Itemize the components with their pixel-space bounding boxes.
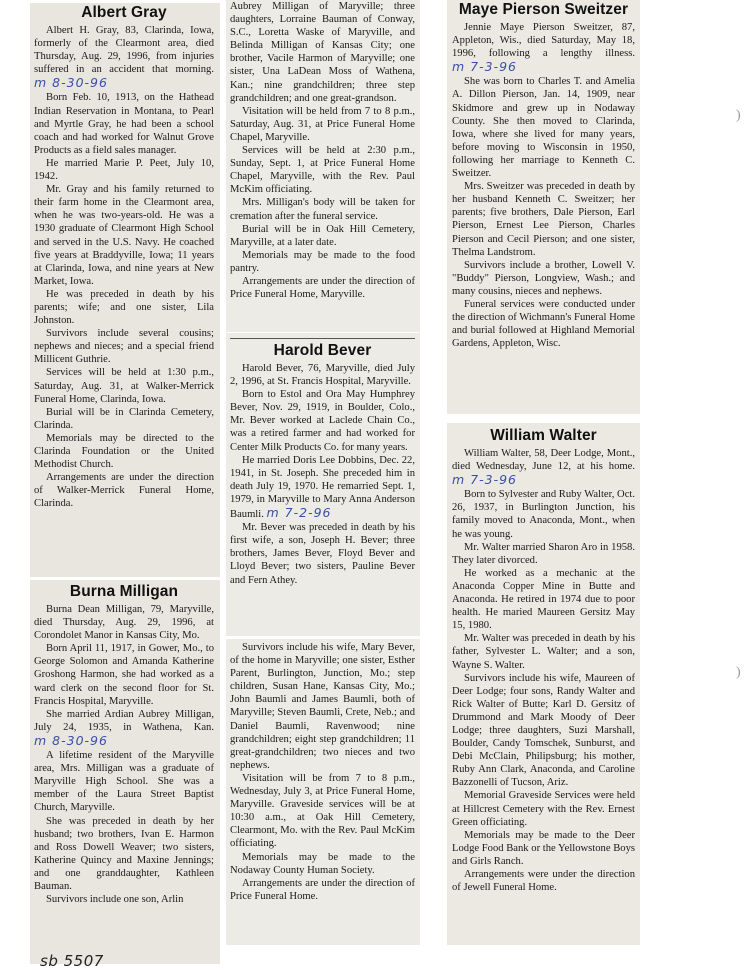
obituary-paragraph — [34, 749, 214, 814]
obituary-body — [230, 362, 415, 587]
obituary-william-walter — [447, 423, 640, 945]
handwritten-date-stamp: m 8-30-96 — [34, 732, 108, 748]
paragraph-text: He was preceded in death by his parents; wife; and one sister, Lila Johnston. — [34, 288, 214, 327]
obituary-paragraph — [34, 406, 214, 432]
paragraph-text: Burial will be in Clarinda Cemetery, Clarinda. — [34, 406, 214, 431]
handwritten-date-stamp: m 7-3-96 — [452, 472, 517, 488]
obituary-paragraph — [452, 632, 635, 671]
obituary-paragraph — [230, 0, 415, 105]
obituary-paragraph — [452, 259, 635, 298]
obituary-paragraph — [230, 223, 415, 249]
paragraph-text: William Walter, 58, Deer Lodge, Mont., died Wednesday, June 12, at his home. — [452, 448, 635, 473]
obituary-burna-milligan — [30, 580, 220, 964]
obituary-body — [230, 0, 415, 301]
paragraph-text: Visitation will be from 7 to 8 p.m., Wednesday, July 3, at Price Funeral Home, Maryville. Graveside services will be at 10:30 a.m., at Oak Hill Cemetery, Clearmont, Mo. with the Rev. Paul McKim officiating. — [230, 772, 415, 850]
handwritten-date-stamp: m 8-30-96 — [34, 75, 108, 91]
paragraph-text: Mrs. Milligan's body will be taken for cremation after the funeral service. — [230, 197, 415, 222]
obituary-paragraph — [230, 196, 415, 222]
divider — [230, 338, 415, 339]
paragraph-text: Burna Dean Milligan, 79, Maryville, died Thursday, Aug. 29, 1996, at Corondolet Manor in Kansas City, Mo. — [34, 604, 214, 642]
obituary-paragraph — [452, 488, 635, 540]
obituary-harold-bever — [226, 333, 420, 636]
paragraph-text: Memorials may be made to the food pantry. — [230, 249, 415, 274]
obituary-title: Albert Gray — [81, 4, 167, 21]
paragraph-text: Services will be held at 1:30 p.m., Saturday, Aug. 31, at Walker-Merrick Funeral Home, Clarinda, Iowa. — [34, 367, 214, 405]
paragraph-text: Memorials may be made to the Deer Lodge Food Bank or the Yellowstone Boys and Girls Ranch. — [452, 829, 635, 867]
paragraph-text: She was preceded in death by her husband; two brothers, Ivan E. Harmon and Ross Dowell Weaver; two sisters, Katherine Quincy and Maxine Jennings; and one granddaughter, Kathleen Bauman. — [34, 815, 214, 892]
obituary-paragraph — [452, 298, 635, 350]
paragraph-text: Born to Estol and Ora May Humphrey Bever, Nov. 29, 1919, in Boulder, Colo., Mr. Bever worked at Laclede Chain Co., was a retired farmer and had worked for Center Milk Products Co. for many years. — [230, 389, 415, 453]
paragraph-text: Mrs. Sweitzer was preceded in death by her husband Kenneth C. Sweitzer; her parents; five brothers, Dale Pierson, Earl Pierson, Ernest Lee Pierson, Charles Pierson and Cecil Pierson; and one sister, Thelma Landstrom. — [452, 181, 635, 258]
obituary-paragraph — [452, 672, 635, 790]
paragraph-text: Funeral services were conducted under the direction of Wichmann's Funeral Home and burial followed at Highland Memorial Gardens, Appleton, Wisc. — [452, 298, 635, 350]
paragraph-text: Services will be held at 2:30 p.m., Sunday, Sept. 1, at Price Funeral Home Chapel, Maryville, with the Rev. Paul McKim officiating. — [230, 145, 415, 196]
paragraph-text: Mr. Walter was preceded in death by his father, Sylvester L. Walter; and a son, Wayne S. Walter. — [452, 633, 635, 671]
obituary-body — [34, 603, 214, 906]
obituary-paragraph — [452, 21, 635, 75]
handwritten-date-stamp: m 7-2-96 — [266, 505, 332, 521]
paragraph-text: Born Feb. 10, 1913, on the Hathead Indian Reservation in Montana, to Pearl and Myrtle Gray, he had been a school coach and had worked for Walnut Grove Products as a field sales manager. — [34, 92, 214, 156]
paragraph-text: He married Marie P. Peet, July 10, 1942. — [34, 157, 214, 183]
obituary-paragraph — [34, 815, 214, 894]
obituary-paragraph — [452, 789, 635, 828]
obituary-paragraph — [230, 521, 415, 586]
handwritten-date-stamp: m 7-3-96 — [452, 59, 517, 75]
paragraph-text: Survivors include several cousins; nephews and nieces; and a special friend Millicent Guthrie. — [34, 328, 214, 366]
obituary-title: William Walter — [490, 427, 597, 444]
paragraph-text: Visitation will be held from 7 to 8 p.m., Saturday, Aug. 31, at Price Funeral Home Chapel, Maryville. — [230, 105, 415, 143]
obituary-paragraph — [34, 288, 214, 327]
obituary-paragraph — [34, 157, 214, 183]
scan-edge-mark: ) — [736, 665, 741, 680]
obituary-paragraph — [230, 275, 415, 301]
obituary-paragraph — [452, 541, 635, 567]
obituary-paragraph — [34, 642, 214, 707]
paragraph-text: Albert H. Gray, 83, Clarinda, Iowa, formerly of the Clearmont area, died Thursday, Aug. 29, 1996, from injuries suffered in an accident that morning. — [34, 25, 214, 76]
obituary-paragraph — [230, 641, 415, 772]
paragraph-text: Arrangements are under the direction of Price Funeral Home, Maryville. — [230, 275, 415, 301]
obituary-body — [34, 24, 214, 510]
paragraph-text: Mr. Walter married Sharon Aro in 1958. They later divorced. — [452, 541, 635, 566]
obituary-paragraph — [34, 183, 214, 288]
obituary-body — [452, 447, 635, 894]
paragraph-text: Mr. Bever was preceded in death by his first wife, a son, Joseph H. Bever; three brothers, James Bever, Floyd Bever and Lloyd Bever; two sisters, Pauline Bever and Fern Athey. — [230, 522, 415, 586]
obituary-paragraph — [452, 868, 635, 894]
obituary-paragraph — [452, 829, 635, 868]
obituary-paragraph — [230, 851, 415, 877]
paragraph-text: Memorial Graveside Services were held at Hillcrest Cemetery with the Rev. Ernest Green officiating. — [452, 790, 635, 828]
paragraph-text: Survivors include his wife, Maureen of Deer Lodge; four sons, Randy Walter and Rick Walter of Butte; Karl D. Gersitz of Drummond and Mark Moody of Deer Lodge; three daughters, Suzi Marshall, Boulder, Candy Tomschek, Sunburst, and Debi McClain, Philipsburg; his mother, Ruby Ann Clark, Anaconda, and Caroline Bazzonelli of Tucson, Ariz. — [452, 672, 635, 789]
obituary-paragraph — [230, 454, 415, 521]
paragraph-text: Memorials may be made to the Nodaway County Human Society. — [230, 851, 415, 876]
obituary-body — [452, 21, 635, 350]
paragraph-text: She was born to Charles T. and Amelia A. Dillon Pierson, Jan. 14, 1909, near Skidmore and grew up in Nodaway County. She then moved to Clarinda, Iowa, where she lived for many years, before moving to Wisconsin in 1950, following her marriage to Kenneth C. Sweitzer. — [452, 76, 635, 180]
paragraph-text: She married Ardian Aubrey Milligan, July 24, 1935, in Wathena, Kan. — [34, 708, 214, 733]
obituary-body — [230, 641, 415, 903]
obituary-paragraph — [34, 366, 214, 405]
obituary-paragraph — [34, 432, 214, 471]
obituary-title: Burna Milligan — [69, 583, 179, 600]
paragraph-text: Arrangements were under the direction of Jewell Funeral Home. — [452, 869, 635, 894]
obituary-paragraph — [34, 603, 214, 642]
paragraph-text: Aubrey Milligan of Maryville; three daughters, Lorraine Bauman of Conway, S.C., Loretta Waske of Maryville, and Belinda Milligan of Kansas City; one brother, Vacile Harmon of Maryville; one sister, Una LaDean Moss of Wathena, Kan.; nine grandchildren; three step grandchildren; and one great-grandson. — [230, 1, 415, 104]
paragraph-text: Arrangements are under the direction of Walker-Merrick Funeral Home, Clarinda. — [34, 472, 214, 510]
paragraph-text: Survivors include his wife, Mary Bever, of the home in Maryville; one sister, Esther Parent, Burlington, Junction, Mo.; step children, Susan Hane, Kansas City, Mo.; John Baumli and James Baumli, both of Maryville; Steven Baumli, Crete, Neb.; and Daniel Baumli, Ravenwood; nine grandchildren; eight step grandchildren; 11 great-grandchildren; two nieces and two nephews. — [230, 642, 415, 771]
obituary-paragraph — [34, 327, 214, 366]
obituary-paragraph — [34, 708, 214, 749]
paragraph-text: Harold Bever, 76, Maryville, died July 2, 1996, at St. Francis Hospital, Maryville. — [230, 363, 415, 388]
obituary-paragraph — [34, 893, 214, 906]
obituary-paragraph — [230, 362, 415, 388]
obituary-paragraph — [230, 144, 415, 196]
paragraph-text: Born to Sylvester and Ruby Walter, Oct. 26, 1937, in Burlington Junction, his family moved to Anaconda, Mont., when he was young. — [452, 489, 635, 540]
obituary-albert-gray — [30, 3, 220, 577]
paragraph-text: Burial will be in Oak Hill Cemetery, Maryville, at a later date. — [230, 223, 415, 248]
obituary-paragraph — [230, 388, 415, 453]
obituary-burna-milligan-continued — [226, 0, 420, 332]
obituary-paragraph — [452, 567, 635, 632]
page-note: sb 5507 — [40, 952, 104, 970]
paragraph-text: He married Doris Lee Dobbins, Dec. 22, 1941, in St. Joseph. She preceded him in death July 19, 1970. He remarried Sept. 1, 1979, in Maryville to Mary Anna Anderson Baumli. — [230, 454, 415, 521]
obituary-title: Harold Bever — [273, 342, 372, 359]
obituary-paragraph — [230, 105, 415, 144]
paragraph-text: He worked as a mechanic at the Anaconda Copper Mine in Butte and Anaconda. He retired in 1974 due to poor health. He maried Maureen Gersitz May 15, 1980. — [452, 567, 635, 632]
obituary-paragraph — [230, 772, 415, 851]
paragraph-text: Survivors include a brother, Lowell V. "Buddy" Pierson, Longview, Wash.; and many cousins, nieces and nephews. — [452, 259, 635, 297]
obituary-paragraph — [34, 24, 214, 91]
obituary-paragraph — [452, 180, 635, 259]
obituary-paragraph — [230, 249, 415, 275]
obituary-paragraph — [452, 447, 635, 488]
paragraph-text: Memorials may be directed to the Clarinda Foundation or the United Methodist Church. — [34, 432, 214, 471]
obituary-paragraph — [34, 471, 214, 510]
obituary-maye-pierson-sweitzer — [447, 0, 640, 414]
paragraph-text: Survivors include one son, Arlin — [46, 894, 184, 906]
obituary-paragraph — [34, 91, 214, 156]
paragraph-text: Mr. Gray and his family returned to their farm home in the Clearmont area, when he was two-years-old. He was a 1930 graduate of Clearmont High School and served in the U.S. Navy. He coached five years at Braddyville, Iowa; 11 years at Clarinda, Iowa, and nine years at New Market, Iowa. — [34, 184, 214, 287]
paragraph-text: Born April 11, 1917, in Gower, Mo., to George Solomon and Amanda Katherine Groshong Harmon, she had worked as a ward clerk on the second floor for St. Francis Hospital, Maryville. — [34, 643, 214, 707]
paragraph-text: Arrangements are under the direction of Price Funeral Home. — [230, 877, 415, 902]
obituary-paragraph — [230, 877, 415, 903]
obituary-harold-bever-continued — [226, 639, 420, 945]
scan-edge-mark: ) — [736, 108, 741, 123]
obituary-paragraph — [452, 75, 635, 180]
paragraph-text: Jennie Maye Pierson Sweitzer, 87, Appleton, Wis., died Saturday, May 18, 1996, following a lengthy illness. — [452, 22, 635, 60]
obituary-title: Maye Pierson Sweitzer — [458, 1, 629, 18]
paragraph-text: A lifetime resident of the Maryville area, Mrs. Milligan was a graduate of Maryville High School. She was a member of the Laura Street Baptist Church, Maryville. — [34, 750, 214, 814]
